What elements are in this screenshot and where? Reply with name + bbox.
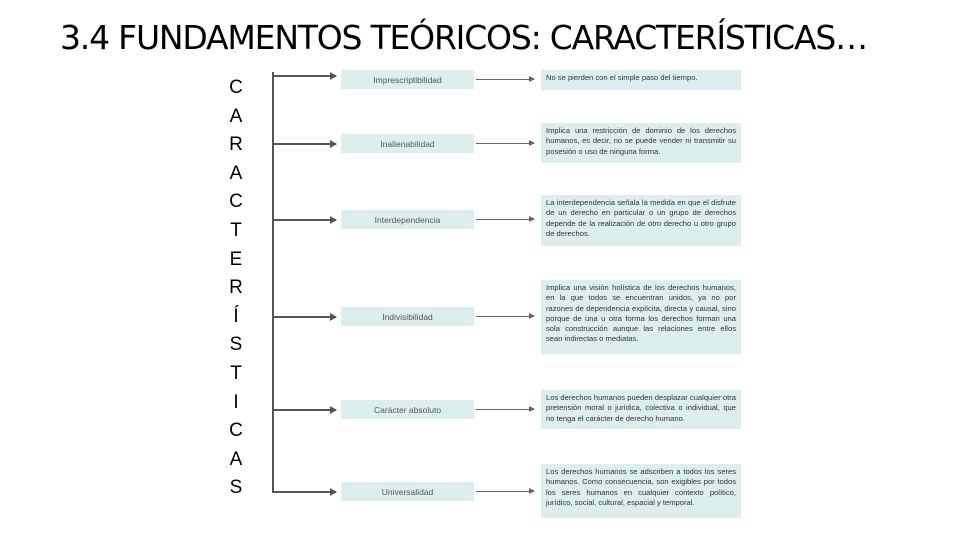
connector-arrow bbox=[272, 316, 336, 318]
description-box: No se pierden con el simple paso del tiempo. bbox=[541, 70, 741, 90]
description-box: Los derechos humanos se adscriben a todos los seres humanos. Como consecuencia, son exigibles por todos los seres humanos en cualquier contexto político, jurídico, social, cultural, espacial y temporal. bbox=[541, 464, 741, 518]
vertical-letter: E bbox=[229, 248, 243, 270]
vertical-letter: C bbox=[229, 77, 243, 98]
description-box: La interdependencia señala la medida en que el disfrute de un derecho en particular o un grupo de derechos depende de la realización de otro derecho u otro grupo de derechos. bbox=[541, 195, 741, 246]
link-arrow bbox=[476, 409, 534, 410]
link-arrow bbox=[476, 219, 534, 220]
link-arrow bbox=[476, 79, 534, 80]
vertical-letter: S bbox=[229, 334, 243, 356]
vertical-letter: R bbox=[229, 277, 243, 299]
vertical-word bbox=[224, 74, 248, 503]
description-box: Implica una restricción de dominio de los derechos humanos, es decir, no se puede vender ni transmitir su posesión o uso de ninguna forma. bbox=[541, 123, 741, 163]
connector-arrow bbox=[272, 75, 336, 77]
connector-arrow bbox=[272, 491, 336, 493]
page-title: 3.4 FUNDAMENTOS TEÓRICOS: CARACTERÍSTICAS… bbox=[60, 18, 867, 57]
connector-trunk bbox=[272, 72, 274, 492]
link-arrow bbox=[476, 491, 534, 492]
vertical-letter: A bbox=[229, 162, 243, 184]
vertical-letter: C bbox=[229, 420, 243, 442]
connector-arrow bbox=[272, 143, 336, 145]
vertical-letter: T bbox=[230, 219, 242, 241]
concept-box-imprescriptibilidad: Imprescriptibilidad bbox=[341, 70, 474, 89]
link-arrow bbox=[476, 316, 534, 317]
connector-arrow bbox=[272, 219, 336, 221]
concept-box-caracter-absoluto: Carácter absoluto bbox=[341, 400, 474, 419]
connector-arrow bbox=[272, 409, 336, 411]
concept-box-indivisibilidad: Indivisibilidad bbox=[341, 307, 474, 326]
vertical-letter: I bbox=[233, 391, 239, 413]
vertical-letter: A bbox=[229, 448, 243, 470]
vertical-letter: C bbox=[229, 191, 243, 213]
vertical-letter: R bbox=[229, 134, 243, 156]
concept-box-universalidad: Universalidad bbox=[341, 482, 474, 501]
link-arrow bbox=[476, 143, 534, 144]
vertical-letter: T bbox=[230, 362, 242, 384]
vertical-letter: Í bbox=[233, 305, 239, 327]
vertical-letter: A bbox=[229, 105, 243, 127]
description-box: Implica una visión holística de los derechos humanos, en la que todos se encuentran unidos, ya no por razones de dependencia explícita, directa y causal, sino porque de una u otra forma los derechos forman una sola construcción aunque las relaciones entre ellos sean indirectas o mediatas. bbox=[541, 280, 741, 354]
vertical-letter: S bbox=[229, 477, 243, 499]
concept-box-inalienabilidad: Inalienabilidad bbox=[341, 134, 474, 153]
concept-box-interdependencia: Interdependencia bbox=[341, 210, 474, 229]
description-box: Los derechos humanos pueden desplazar cualquier otra pretensión moral o jurídica, colectiva o individual, que no tenga el carácter de derecho humano. bbox=[541, 390, 741, 429]
